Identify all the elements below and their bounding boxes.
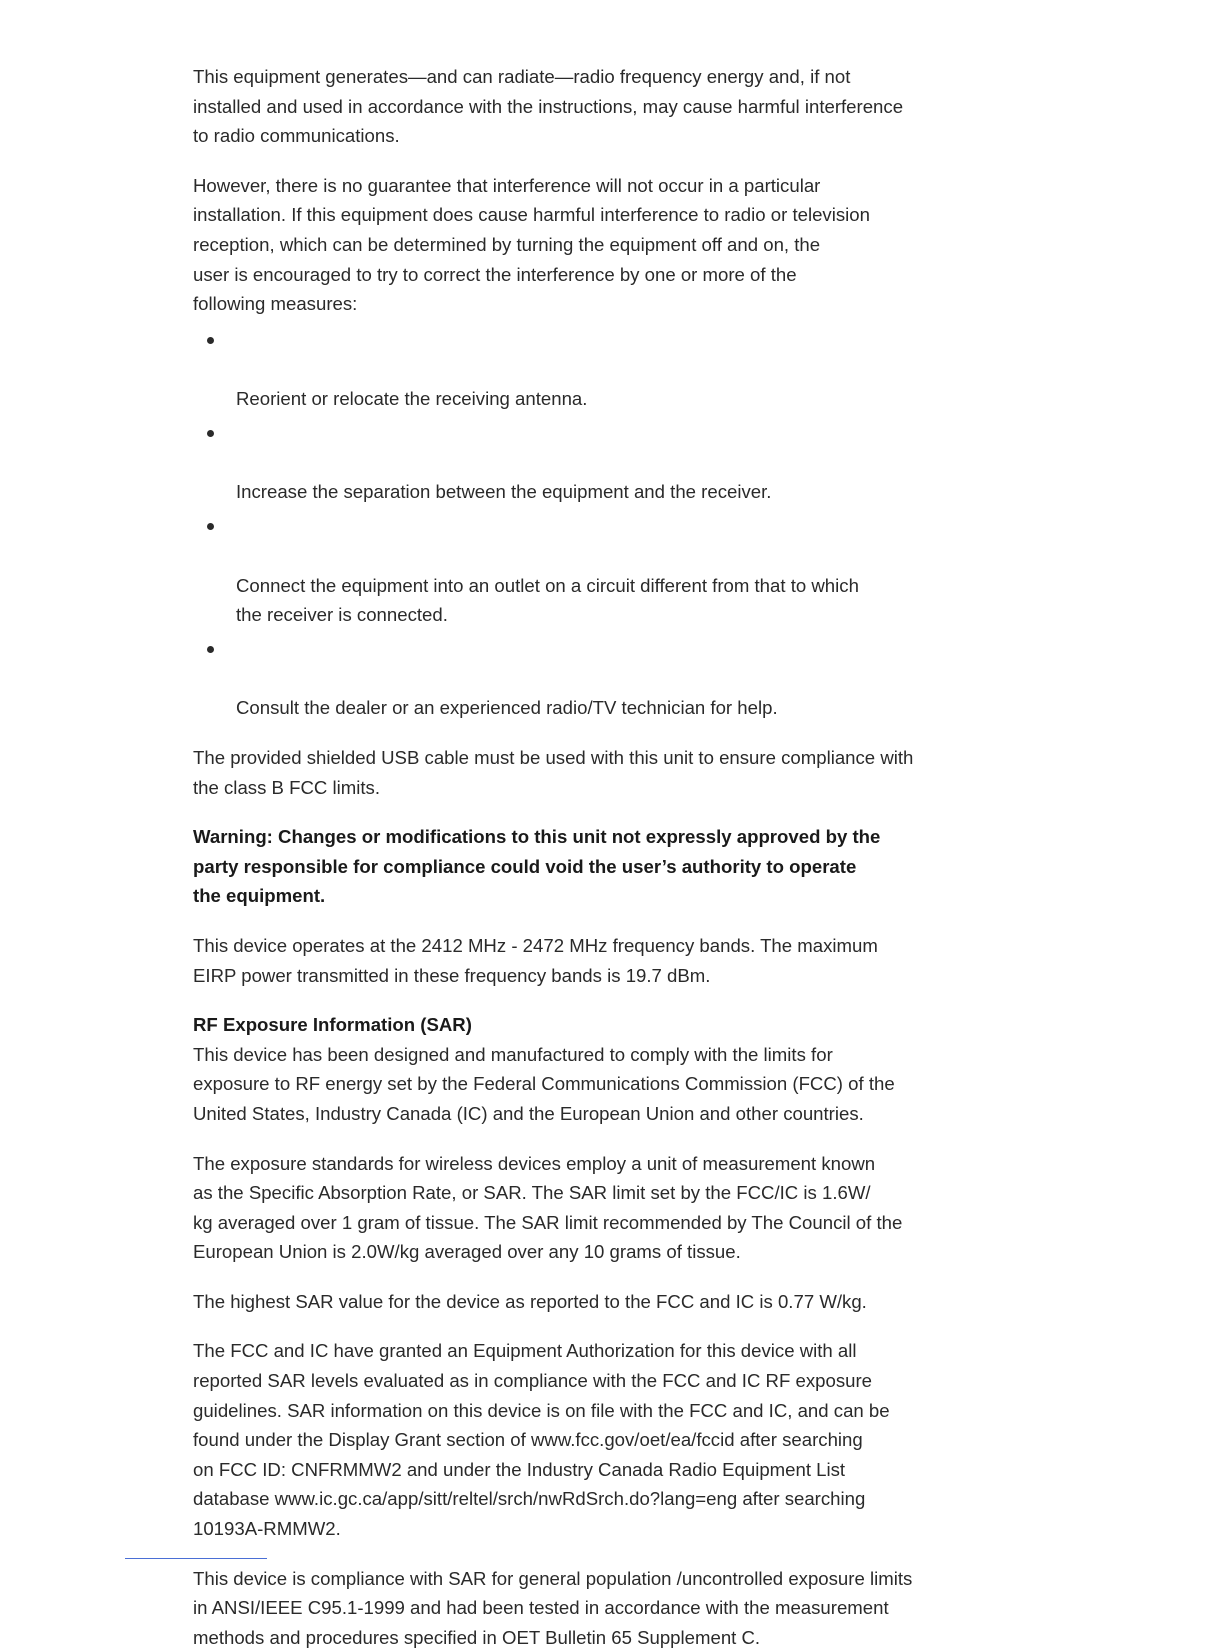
frequency-bands-paragraph: This device operates at the 2412 MHz - 2472 MHz frequency bands. The maximum EIRP power transmitted in these frequency bands is 19.7 dBm. xyxy=(193,934,878,986)
list-item-text: Connect the equipment into an outlet on a circuit different from that to which the receiver is connected. xyxy=(236,574,859,626)
rf-exposure-paragraph: This device has been designed and manufactured to comply with the limits for exposure to RF energy set by the Federal Communications Commission (FCC) of the United States, Industry Canada (IC) and the European Union and other countries. xyxy=(193,1043,895,1124)
document-body xyxy=(193,62,1005,1652)
list-item xyxy=(193,511,1005,629)
no-guarantee-paragraph: However, there is no guarantee that interference will not occur in a particular installation. If this equipment does cause harmful interference to radio or television reception, which can be determined by turning the equipment off and on, the user is encouraged to try to correct the interference by one or more of the following measures: xyxy=(193,174,870,315)
list-item xyxy=(193,325,1005,414)
rf-exposure-heading: RF Exposure Information (SAR) xyxy=(193,1014,472,1036)
list-item-text: Consult the dealer or an experienced radio/TV technician for help. xyxy=(236,697,778,719)
warning-notice: Warning: Changes or modifications to this unit not expressly approved by the party responsible for compliance could void the user’s authority to operate the equipment. xyxy=(193,826,881,907)
highest-sar-paragraph: The highest SAR value for the device as reported to the FCC and IC is 0.77 W/kg. xyxy=(193,1290,867,1312)
usb-cable-paragraph: The provided shielded USB cable must be used with this unit to ensure compliance with the class B FCC limits. xyxy=(193,746,914,798)
interference-paragraph: This equipment generates—and can radiate—radio frequency energy and, if not installed and used in accordance with the instructions, may cause harmful interference to radio communications. xyxy=(193,66,904,147)
equipment-authorization-paragraph: The FCC and IC have granted an Equipment Authorization for this device with all reported SAR levels evaluated as in compliance with the FCC and IC RF exposure guidelines. SAR information on this device is on file with the FCC and IC, and can be found under the Display Grant section of www.fcc.gov/oet/ea/fccid after searching on FCC ID: CNFRMMW2 and under the Industry Canada Radio Equipment List database www.ic.gc.ca/app/sitt/reltel/srch/nwRdSrch.do?lang=eng after searching 10193A-RMMW2. xyxy=(193,1340,890,1540)
list-item-text: Increase the separation between the equipment and the receiver. xyxy=(236,481,772,503)
footnote-divider xyxy=(125,1558,267,1559)
sar-compliance-paragraph: This device is compliance with SAR for general population /uncontrolled exposure limits in ANSI/IEEE C95.1-1999 and had been tested in accordance with the measurement methods and procedures specified in OET Bulletin 65 Supplement C. xyxy=(193,1567,913,1648)
list-item-text: Reorient or relocate the receiving antenna. xyxy=(236,387,588,409)
bullet-icon xyxy=(207,430,214,437)
bullet-icon xyxy=(207,523,214,530)
bullet-icon xyxy=(207,646,214,653)
bullet-icon xyxy=(207,337,214,344)
measures-list xyxy=(193,325,1005,723)
list-item xyxy=(193,418,1005,507)
list-item xyxy=(193,634,1005,723)
sar-standards-paragraph: The exposure standards for wireless devices employ a unit of measurement known as the Specific Absorption Rate, or SAR. The SAR limit set by the FCC/IC is 1.6W/ kg averaged over 1 gram of tissue. The SAR limit recommended by The Council of the European Union is 2.0W/kg averaged over any 10 grams of tissue. xyxy=(193,1152,903,1263)
